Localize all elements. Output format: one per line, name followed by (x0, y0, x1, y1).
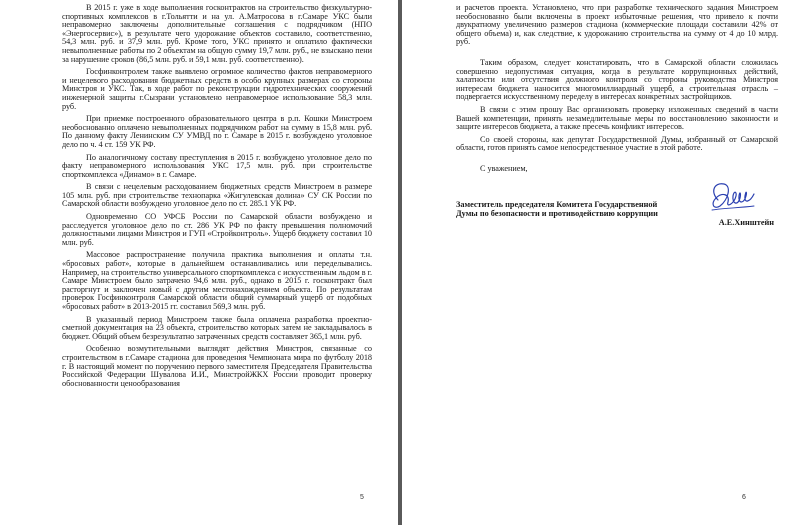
paragraph: В связи с нецелевым расходованием бюджетных средств Минстроем в размере 105 млн. руб. при строительстве технопарка «Жигулевская долина» СУ СК России по Самарской области возбуждено уголовное дело по ст. 285.1 УК РФ. (62, 182, 372, 209)
paragraph: При приемке построенного образовательного центра в р.п. Кошки Минстроем необоснованно оплачено невыполненных подрядчиком работ на сумму в 15,8 млн. руб. По данному факту Ленинским СУ УМВД по г. Самаре в 2015 г. возбуждено уголовное дело по ч. 4 ст. 159 УК РФ. (62, 114, 372, 149)
paragraph: Массовое распространение получила практика выполнения и оплаты т.н. «бросовых работ», которые в дальнейшем останавливались или переделывались. Например, на строительство универсального спорткомплекса с искусственным льдом в г. Самаре Минстроем было затрачено 94,6 млн. руб., однако в 2015 г. госконтракт был расторгнут и заключен новый с другим местонахождением объекта. По результатам проверок Госфинконтроля Самарской области общий суммарный ущерб от подобных «бросовых работ» в 2013-2015 гг. составил 569,3 млн. руб. (62, 250, 372, 311)
paragraph: По аналогичному составу преступления в 2015 г. возбуждено уголовное дело по факту неправомерного использования УКС 17,5 млн. руб. при строительстве спорткомплекса «Динамо» в г. Самаре. (62, 152, 372, 179)
signatory-name: А.Е.Хинштейн (718, 217, 774, 227)
signature-block (456, 180, 778, 240)
paragraph: В 2015 г. уже в ходе выполнения госконтрактов на строительство физкультурно-спортивных комплексов в г.Тольятти и на ул. А.Матросова в г.Самаре УКС были неправомерно заключены дополнительные соглашения с подрядчиком (НПО «Энергосервис»), в результате чего удорожание объектов составило, соответственно, 54,3 млн. руб. и 37,9 млн. руб. Кроме того, УКС принято и оплатило фактически невыполненные работы по 2 объектам на общую сумму 19,7 млн. руб., не взыскано пени за нарушение сроков (86,5 млн. руб. и 59,1 млн. руб. соответственно). (62, 3, 372, 64)
closing-salutation: С уважением, (480, 163, 528, 173)
document-page-left (0, 0, 398, 525)
paragraph: В связи с этим прошу Вас организовать проверку изложенных сведений в части Вашей компетенции, принять незамедлительные меры по восстановлению законности и защите интересов бюджета, а также пресечь конфликт интересов. (456, 104, 778, 132)
paragraph: Одновременно СО УФСБ России по Самарской области возбуждено и расследуется уголовное дело по ст. 286 УК РФ по факту превышения полномочий должностными лицами Минстроя и ГУП «Стройконтроль». Ущерб бюджету составил 10 млн. руб. (62, 212, 372, 247)
signatory-title: Заместитель председателя Комитета Государственной Думы по безопасности и противодействию коррупции (456, 199, 658, 218)
paragraph: Таким образом, следует констатировать, что в Самарской области сложилась совершенно недопустимая ситуация, когда в результате коррупционных действий, халатности или отсутствия должного контроля со стороны руководства Минстроя интересам бюджета наносится многомиллиардный ущерб, а строительная отрасль – подвергается искусственному переделу в интересах конкретных застройщиков. (456, 57, 778, 102)
page-number: 6 (742, 494, 746, 501)
paragraph: Госфинконтролем также выявлено огромное количество фактов неправомерного и нецелевого расходования бюджетных средств в особо крупных размерах со стороны Минстроя и УКС. Так, в ходе работ по реконструкции гидротехнических сооружений инженерной защиты г.Сызрани установлено неправомерное использование 58,3 млн. руб. (62, 67, 372, 111)
document-page-right (402, 0, 800, 525)
paragraph: Со своей стороны, как депутат Государственной Думы, избранный от Самарской области, готов принять самое непосредственное участие в этой работе. (456, 134, 778, 153)
paragraph: В указанный период Минстроем также была оплачена разработка проектно-сметной документация на 23 объекта, строительство которых затем не закладывалось в бюджет. Общий объем безрезультатно затраченных средств составляет 365,1 млн. руб. (62, 314, 372, 341)
page-number: 5 (360, 494, 364, 501)
paragraph: Особенно возмутительными выглядят действия Минстроя, связанные со строительством в г.Самаре стадиона для проведения Чемпионата мира по футболу 2018 г. В настоящий момент по поручению первого заместителя Председателя Правительства Российской Федерации Шувалова И.И., МинстройЖКХ России проводит проверку обоснованности ценообразования (62, 344, 372, 388)
handwritten-signature (704, 178, 760, 218)
paragraph: и расчетов проекта. Установлено, что при разработке технического задания Минстроем необоснованно были включены в проект избыточные решения, что привело к почти двукратному увеличению размеров стадиона (коммерческие площади составили 42% от общего объема) и, как следствие, к удорожанию строительства на сумму от 4 до 10 млрд. руб. (456, 3, 778, 47)
